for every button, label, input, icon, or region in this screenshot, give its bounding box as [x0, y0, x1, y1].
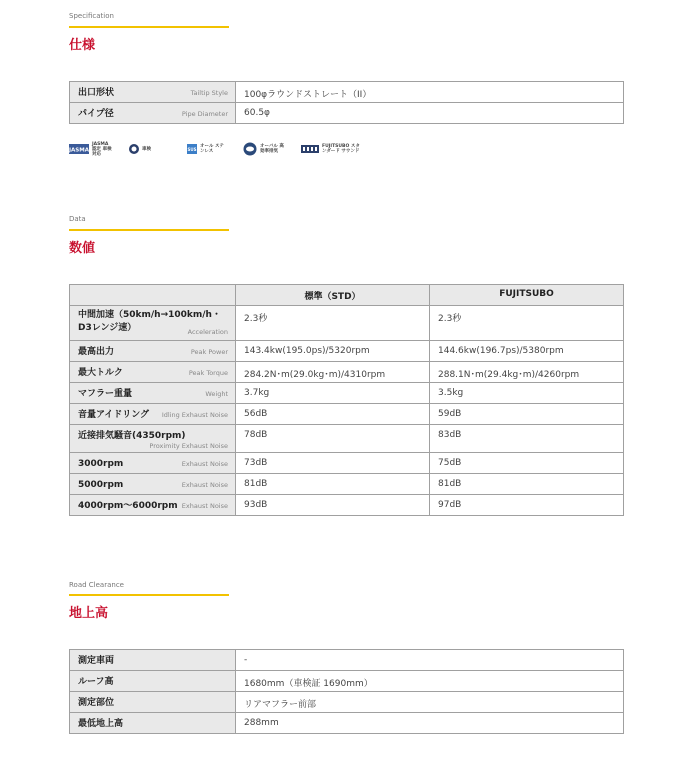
clearance-label-cell — [70, 713, 236, 734]
clearance-title-underline — [69, 594, 229, 596]
data-label-cell — [70, 474, 236, 495]
row-label-en: Exhaust Noise — [181, 481, 228, 489]
badge-text: FUJITSUBO スタンダード サウンド — [322, 144, 360, 154]
row-value: 1680mm（車検証 1690mm） — [236, 671, 624, 692]
stainless-badge — [187, 140, 226, 158]
header-fujitsubo: FUJITSUBO — [430, 285, 624, 306]
table-row — [70, 404, 624, 425]
row-label: 最大トルク — [78, 368, 123, 378]
row-label-en: Exhaust Noise — [181, 502, 228, 510]
oval-exhaust-icon — [243, 142, 257, 156]
row-label-en: Peak Torque — [188, 369, 228, 377]
data-table — [69, 284, 624, 516]
row-value: 60.5φ — [236, 103, 624, 124]
clearance-eyebrow: Road Clearance — [69, 581, 124, 589]
table-header-row — [70, 285, 624, 306]
row-label: 4000rpm～6000rpm — [78, 501, 178, 511]
table-row — [70, 713, 624, 734]
badge-text: 車検 — [142, 146, 151, 152]
table-row — [70, 341, 624, 362]
std-value: 81dB — [236, 474, 430, 495]
svg-text:JASMA: JASMA — [69, 147, 89, 154]
svg-text:SUS: SUS — [187, 147, 197, 152]
fujitsubo-value: 97dB — [430, 495, 624, 516]
row-value: リアマフラー前部 — [236, 692, 624, 713]
data-label-cell — [70, 453, 236, 474]
table-row — [70, 306, 624, 341]
row-label: 最低地上高 — [78, 719, 124, 729]
row-label-en: Idling Exhaust Noise — [161, 411, 228, 419]
spec-eyebrow: Specification — [69, 12, 114, 20]
row-label: 最高出力 — [78, 347, 115, 357]
spec-title-underline — [69, 26, 229, 28]
oval-badge — [243, 140, 288, 158]
data-label-cell — [70, 341, 236, 362]
std-value: 284.2N･m(29.0kg･m)/4310rpm — [236, 362, 430, 383]
fujitsubo-value: 75dB — [430, 453, 624, 474]
data-label-cell — [70, 425, 236, 453]
jasma-badge — [69, 140, 112, 158]
row-label-en: Pipe Diameter — [181, 110, 228, 118]
row-value: 288mm — [236, 713, 624, 734]
spec-label-cell — [70, 103, 236, 124]
row-label: マフラー重量 — [78, 389, 133, 399]
fujitsubo-value: 288.1N･m(29.4kg･m)/4260rpm — [430, 362, 624, 383]
feature-badges — [69, 140, 369, 160]
data-title-underline — [69, 229, 229, 231]
badge-text: オーバル 高効率排気 — [260, 144, 284, 154]
fujitsubo-value: 144.6kw(196.7ps)/5380rpm — [430, 341, 624, 362]
table-row — [70, 671, 624, 692]
clearance-table — [69, 649, 624, 734]
data-label-cell — [70, 404, 236, 425]
std-value: 143.4kw(195.0ps)/5320rpm — [236, 341, 430, 362]
row-label: 測定部位 — [78, 698, 115, 708]
fujitsubo-value: 2.3秒 — [430, 306, 624, 341]
row-label-en: Tailtip Style — [190, 89, 228, 97]
row-label: パイプ径 — [78, 109, 114, 119]
table-row — [70, 692, 624, 713]
row-label-en: Acceleration — [187, 328, 228, 336]
shaken-icon — [129, 144, 139, 154]
fujitsubo-value: 59dB — [430, 404, 624, 425]
empty-header — [70, 285, 236, 306]
jasma-logo-icon — [69, 144, 89, 154]
data-label-cell — [70, 495, 236, 516]
standard-sound-icon — [301, 145, 319, 153]
row-label: 5000rpm — [78, 480, 124, 490]
fujitsubo-value: 3.5kg — [430, 383, 624, 404]
clearance-title: 地上高 — [69, 606, 109, 621]
row-label: 測定車両 — [78, 656, 115, 666]
table-row — [70, 474, 624, 495]
row-label-en: Weight — [205, 390, 228, 398]
table-row — [70, 103, 624, 124]
row-label: 出口形状 — [78, 88, 115, 98]
table-row — [70, 495, 624, 516]
table-row — [70, 425, 624, 453]
row-label: 中間加速（50km/h→100km/h・D3レンジ速） — [78, 310, 221, 333]
data-label-cell — [70, 362, 236, 383]
row-label: ルーフ高 — [78, 677, 114, 687]
row-label: 音量アイドリング — [78, 410, 150, 420]
fujitsubo-value: 83dB — [430, 425, 624, 453]
row-label-en: Peak Power — [190, 348, 228, 356]
row-label: 近接排気騒音(4350rpm) — [78, 431, 186, 441]
table-row — [70, 82, 624, 103]
row-label-en: Exhaust Noise — [181, 460, 228, 468]
shaken-badge — [129, 140, 151, 158]
std-value: 73dB — [236, 453, 430, 474]
table-row — [70, 650, 624, 671]
data-label-cell — [70, 306, 236, 341]
data-eyebrow: Data — [69, 215, 86, 223]
spec-label-cell — [70, 82, 236, 103]
std-value: 78dB — [236, 425, 430, 453]
all-stainless-icon — [187, 144, 197, 154]
table-row — [70, 383, 624, 404]
spec-title: 仕様 — [69, 38, 96, 53]
std-value: 93dB — [236, 495, 430, 516]
badge-text: JASMA認定 車検対応 — [92, 141, 112, 157]
std-value: 2.3秒 — [236, 306, 430, 341]
fujitsubo-value: 81dB — [430, 474, 624, 495]
table-row — [70, 362, 624, 383]
badge-text: オール ステンレス — [200, 144, 224, 154]
data-label-cell — [70, 383, 236, 404]
std-value: 56dB — [236, 404, 430, 425]
row-value: - — [236, 650, 624, 671]
row-value: 100φラウンドストレート（II） — [236, 82, 624, 103]
table-row — [70, 453, 624, 474]
spec-table — [69, 81, 624, 124]
std-value: 3.7kg — [236, 383, 430, 404]
data-title: 数値 — [69, 241, 96, 256]
clearance-label-cell — [70, 692, 236, 713]
clearance-label-cell — [70, 650, 236, 671]
row-label: 3000rpm — [78, 459, 124, 469]
sound-badge — [301, 140, 362, 158]
row-label-en: Proximity Exhaust Noise — [149, 442, 228, 450]
clearance-label-cell — [70, 671, 236, 692]
header-std: 標準（STD） — [236, 285, 430, 306]
